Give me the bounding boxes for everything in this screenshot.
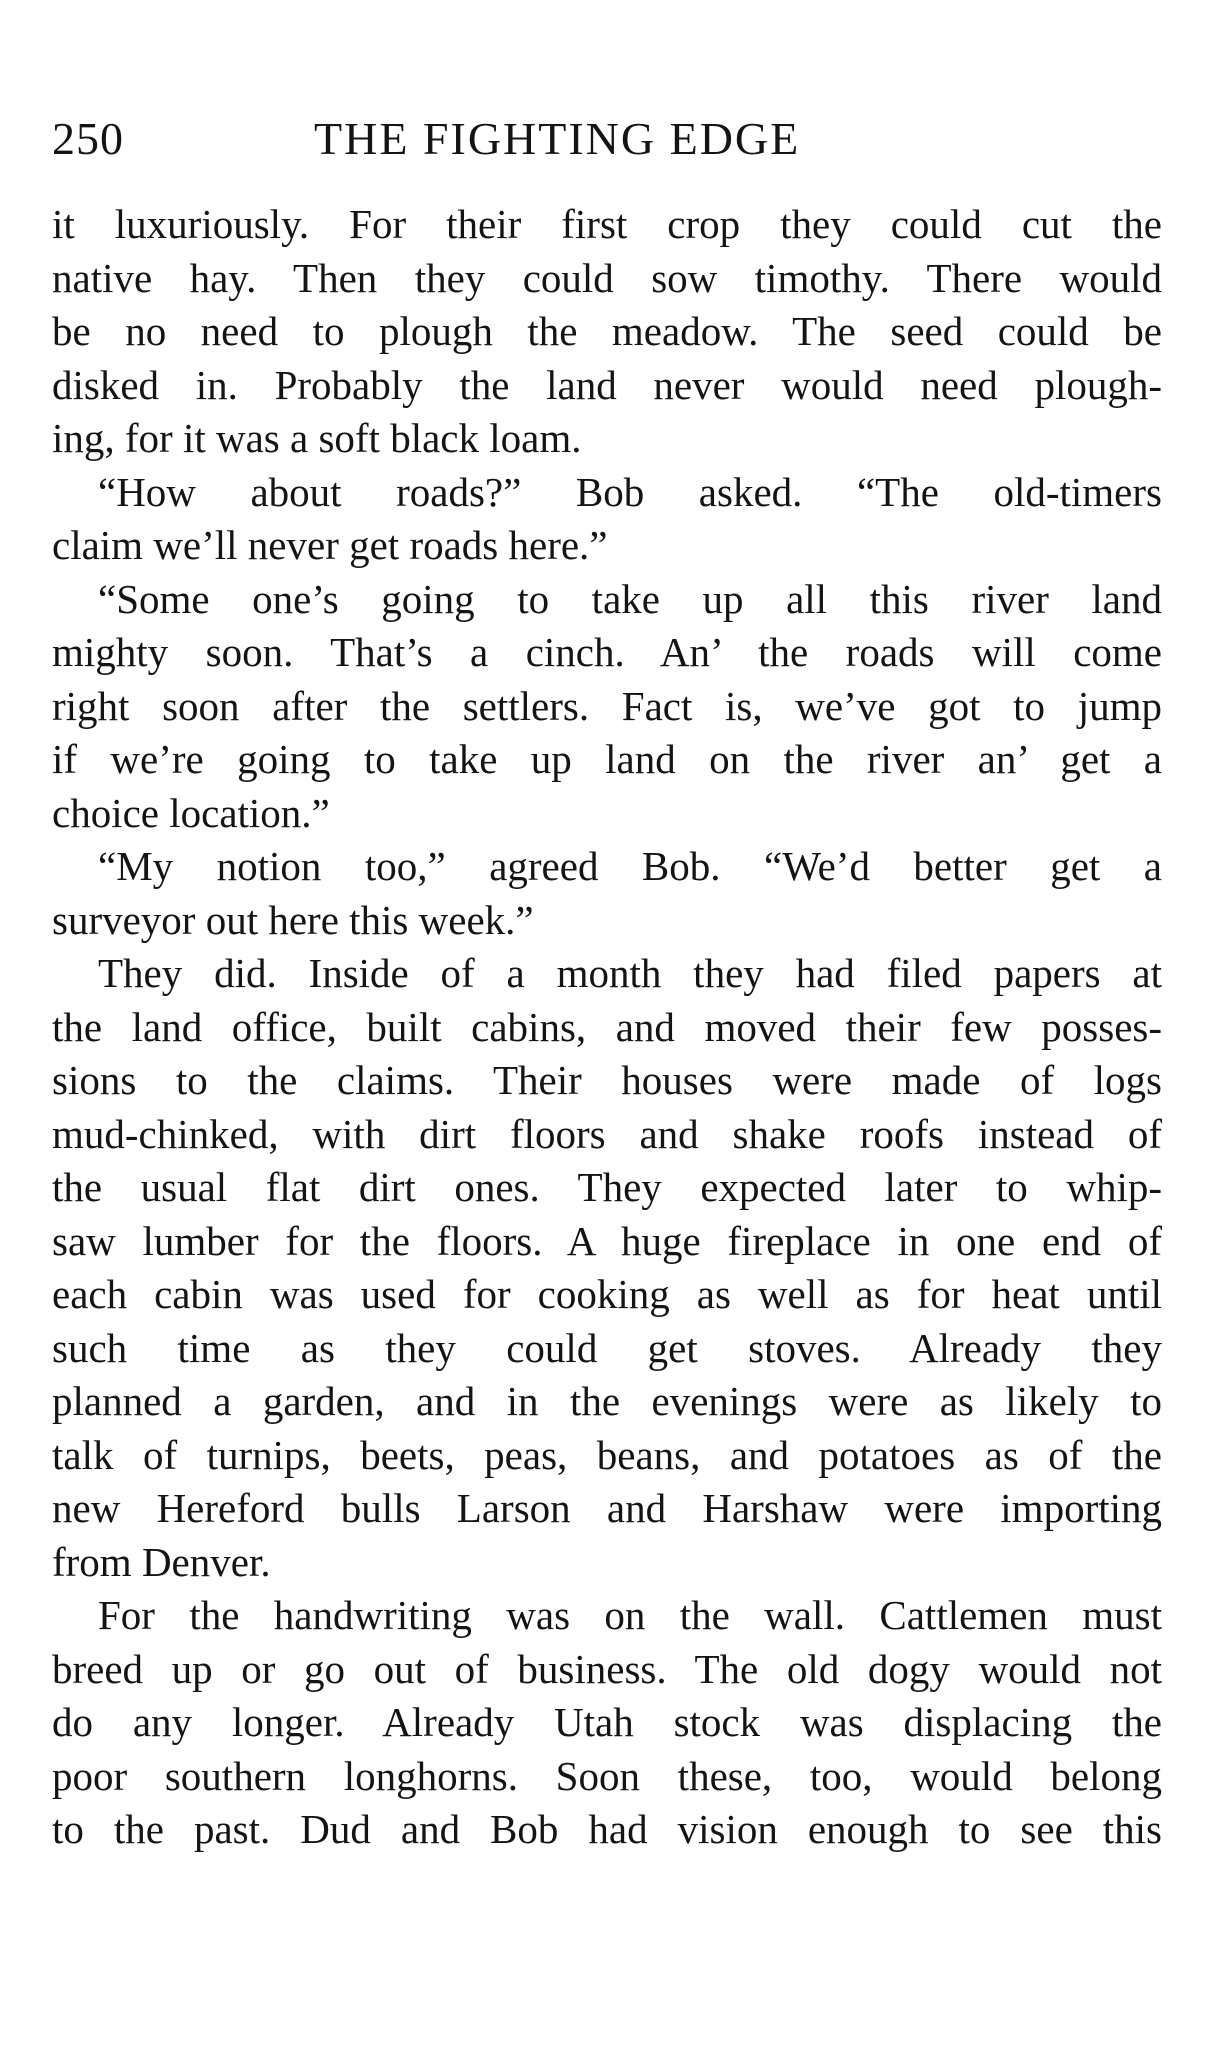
text-line: sions to the claims. Their houses were made of logs <box>52 1057 1162 1103</box>
text-line: surveyor out here this week.” <box>52 896 534 943</box>
page-number: 250 <box>52 113 124 164</box>
text-line: right soon after the settlers. Fact is, we’ve got to jump <box>52 682 1162 729</box>
text-line: mighty soon. That’s a cinch. An’ the roads will come <box>52 629 1162 675</box>
text-line: “How about roads?” Bob asked. “The old-timers <box>98 468 1162 515</box>
text-line: saw lumber for the floors. A huge fireplace in one end of <box>52 1217 1162 1264</box>
text-line: do any longer. Already Utah stock was displacing the <box>52 1699 1162 1745</box>
text-line: mud-chinked, with dirt floors and shake roofs instead of <box>52 1110 1162 1157</box>
running-head: THE FIGHTING EDGE <box>314 113 801 164</box>
text-line: breed up or go out of business. The old dogy would not <box>52 1645 1162 1692</box>
text-line: native hay. Then they could sow timothy. There would <box>52 254 1162 301</box>
text-line: planned a garden, and in the evenings were as likely to <box>52 1378 1162 1424</box>
text-line: such time as they could get stoves. Already they <box>52 1324 1162 1371</box>
text-line: to the past. Dud and Bob had vision enough to see this <box>52 1806 1162 1852</box>
text-line: ing, for it was a soft black loam. <box>52 415 582 461</box>
text-line: the land office, built cabins, and moved their few posses- <box>52 1003 1162 1050</box>
text-line: be no need to plough the meadow. The seed could be <box>52 308 1162 354</box>
text-line: talk of turnips, beets, peas, beans, and potatoes as of the <box>52 1431 1162 1478</box>
text-line: it luxuriously. For their first crop they could cut the <box>52 201 1162 247</box>
text-line: choice location.” <box>52 789 330 836</box>
text-line: the usual flat dirt ones. They expected later to whip- <box>52 1164 1162 1210</box>
text-line: claim we’ll never get roads here.” <box>52 522 608 568</box>
text-line: “My notion too,” agreed Bob. “We’d better get a <box>98 843 1162 889</box>
text-line: from Denver. <box>52 1538 271 1585</box>
text-line: if we’re going to take up land on the river an’ get a <box>52 736 1162 782</box>
text-line: disked in. Probably the land never would need plough- <box>52 361 1162 408</box>
text-line: new Hereford bulls Larson and Harshaw were importing <box>52 1485 1162 1531</box>
text-line: each cabin was used for cooking as well as for heat until <box>52 1271 1162 1317</box>
text-line: poor southern longhorns. Soon these, too, would belong <box>52 1752 1162 1799</box>
body-text <box>52 198 1162 1857</box>
text-line: “Some one’s going to take up all this river land <box>98 575 1162 622</box>
text-line: For the handwriting was on the wall. Cattlemen must <box>98 1592 1162 1638</box>
page-header <box>52 104 1162 174</box>
text-line: They did. Inside of a month they had filed papers at <box>98 950 1162 996</box>
